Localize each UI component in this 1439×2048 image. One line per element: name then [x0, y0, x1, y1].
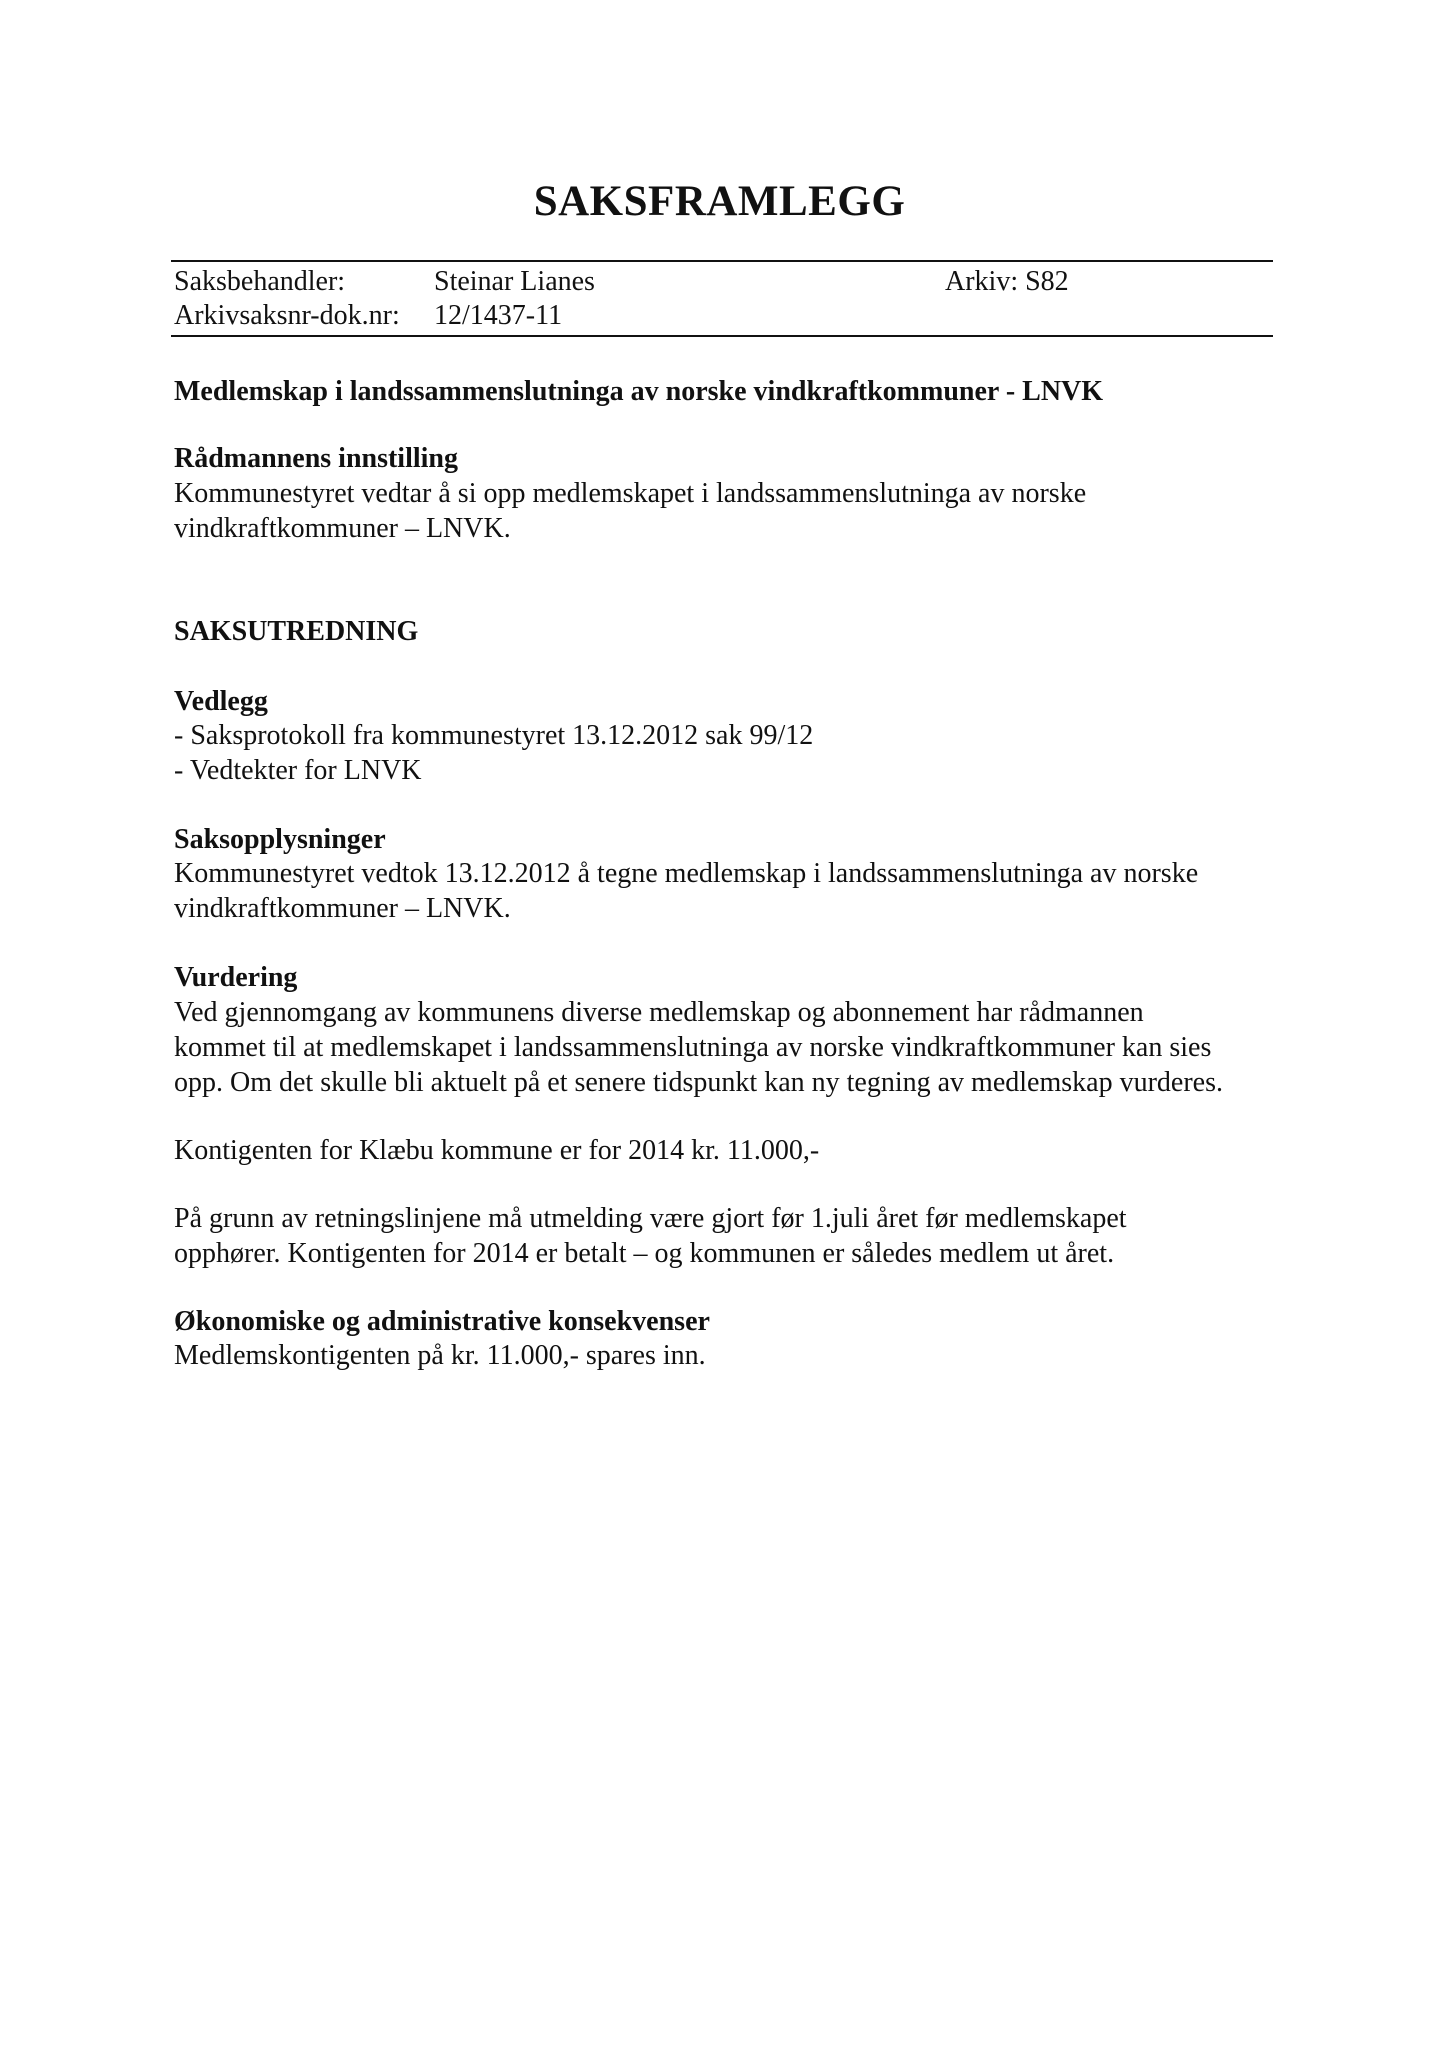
header-bottom-rule: [171, 335, 1273, 337]
saksopplysninger-heading: Saksopplysninger: [174, 824, 386, 855]
vurdering-text: [174, 995, 1284, 1100]
vurdering-heading: Vurdering: [174, 962, 298, 993]
raadmann-line: vindkraftkommuner – LNVK.: [174, 513, 511, 544]
saksopplysninger-line: vindkraftkommuner – LNVK.: [174, 893, 511, 924]
saksutredning-heading: SAKSUTREDNING: [174, 616, 419, 647]
vurdering-line: kommet til at medlemskapet i landssammenslutninga av norske vindkraftkommuner kan sies: [174, 1032, 1212, 1063]
arkivsaksnr-label: Arkivsaksnr-dok.nr:: [174, 300, 400, 331]
kontigent-text: Kontigenten for Klæbu kommune er for 2014 kr. 11.000,-: [174, 1135, 820, 1166]
konsekvenser-text: Medlemskontigenten på kr. 11.000,- spares inn.: [174, 1340, 706, 1371]
saksopplysninger-line: Kommunestyret vedtok 13.12.2012 å tegne medlemskap i landssammenslutninga av norske: [174, 858, 1199, 889]
raadmann-line: Kommunestyret vedtar å si opp medlemskapet i landssammenslutninga av norske: [174, 478, 1087, 509]
vedlegg-item: - Saksprotokoll fra kommunestyret 13.12.2012 sak 99/12: [174, 720, 814, 751]
document-title: SAKSFRAMLEGG: [533, 178, 906, 225]
konsekvenser-heading: Økonomiske og administrative konsekvenser: [174, 1306, 710, 1337]
case-title: Medlemskap i landssammenslutninga av norske vindkraftkommuner - LNVK: [174, 376, 1104, 407]
saksopplysninger-text: [174, 856, 1284, 926]
raadmann-text: [174, 476, 1284, 546]
utmelding-line: På grunn av retningslinjene må utmelding være gjort før 1.juli året før medlemskapet: [174, 1203, 1127, 1234]
header-top-rule: [171, 260, 1273, 262]
raadmann-heading: Rådmannens innstilling: [174, 443, 458, 474]
utmelding-line: opphører. Kontigenten for 2014 er betalt – og kommunen er således medlem ut året.: [174, 1238, 1115, 1269]
vedlegg-heading: Vedlegg: [174, 686, 268, 717]
utmelding-text: [174, 1201, 1284, 1271]
saksbehandler-label: Saksbehandler:: [174, 266, 346, 297]
saksbehandler-value: Steinar Lianes: [434, 266, 595, 297]
arkivsaksnr-value: 12/1437-11: [434, 300, 563, 331]
vedlegg-item: - Vedtekter for LNVK: [174, 755, 422, 786]
vurdering-line: opp. Om det skulle bli aktuelt på et senere tidspunkt kan ny tegning av medlemskap vurderes.: [174, 1067, 1223, 1098]
arkiv-code: Arkiv: S82: [945, 266, 1069, 297]
vedlegg-list: [174, 718, 1284, 788]
vurdering-line: Ved gjennomgang av kommunens diverse medlemskap og abonnement har rådmannen: [174, 997, 1144, 1028]
